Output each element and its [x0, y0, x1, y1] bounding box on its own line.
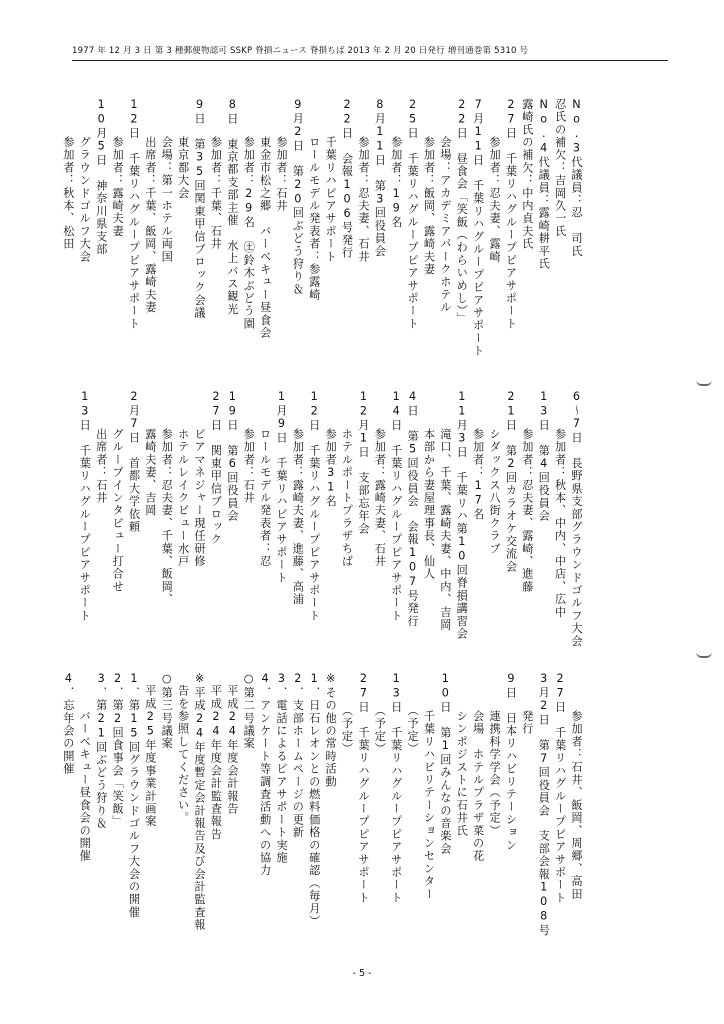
text-column: グループインタビュー打合せ: [111, 390, 125, 594]
text-column: 9月2日 第20回ぶどう狩り＆: [291, 98, 305, 296]
text-column: 3月2日 第7回役員会 支部会報108号: [537, 672, 551, 937]
header-rule: [72, 60, 668, 61]
text-column: 8月11日 第3回役員会: [373, 98, 387, 258]
text-column: 13日 第4回役員会: [537, 390, 551, 523]
text-column: 露崎夫妻、吉岡: [143, 390, 157, 517]
punch-hole-mark: [696, 380, 712, 386]
text-column: 平成25年度事業計画案: [143, 672, 157, 828]
text-column: 参加者：忍夫妻、千葉、飯岡、: [160, 390, 174, 606]
text-column: ○第三号議案: [160, 672, 174, 750]
text-column: 告を参照してください。: [176, 672, 190, 825]
text-column: No.3代議員：忍 司氏: [570, 98, 583, 258]
text-column: 忍氏の補欠：吉岡久一氏: [553, 98, 567, 238]
text-column: 会場 ホテルプラザ菜の花: [471, 672, 485, 863]
text-column: 11月3日 千葉リハ第10回脊損講習会: [455, 390, 469, 641]
text-column: 27日 千葉リハグループピアサポート: [504, 98, 518, 331]
activity-block-1: [59, 98, 584, 378]
text-column: 出席者：石井: [94, 390, 108, 505]
text-column: グラウンドゴルフ大会: [78, 98, 92, 264]
text-column: 参加者：忍夫妻、露崎、進藤: [520, 390, 534, 594]
text-column: 21日 第2回カラオケ交流会: [504, 390, 518, 574]
text-column: 19日 第6回役員会: [225, 390, 239, 523]
text-column: 参加者：千葉、石井: [209, 98, 223, 251]
page-header: 1977 年 12 月 3 日 第 3 種郵便物認可 SSKP 脊損ニュース 脊損ちば 2013 年 2 月 20 日発行 増刊通巻第 5310 号: [72, 46, 529, 56]
text-column: No.4代議員：露崎耕平氏: [537, 98, 551, 271]
text-column: 東金市松之郷 バーベキュー昼食会: [258, 98, 272, 340]
text-column: （予定）: [373, 672, 387, 756]
text-column: 2．第2回食事会「笑飯」: [111, 672, 125, 828]
text-column: 12月1日 支部忘年会: [356, 390, 370, 536]
text-column: 参加者：秋本、松田: [61, 98, 75, 251]
punch-hole-mark: [696, 652, 712, 658]
text-column: ※平成24年度暫定会計報告及び会計監査報: [193, 672, 207, 932]
text-column: 参加者：石井: [274, 98, 288, 213]
text-column: 本部から妻屋理事長、仙人: [422, 390, 436, 581]
text-column: 9日 第35回関東甲信ブロック会議: [193, 98, 207, 320]
page-number: - 5 -: [352, 968, 372, 979]
text-column: 22日 会報106号発行: [340, 98, 354, 260]
text-column: 27日 関東甲信ブロック: [209, 390, 223, 546]
text-column: 参加者：忍夫妻、石井: [356, 98, 370, 264]
text-column: 8日 東京都支部主催 水上バス観光: [225, 98, 239, 316]
text-column: 7月11日 千葉リハグループピアサポート: [471, 98, 485, 358]
text-column: 10月5日 神奈川県支部: [94, 98, 108, 256]
text-column: 4．忘年会の開催: [61, 672, 75, 776]
text-column: 参加者：飯岡、露崎夫妻: [422, 98, 436, 276]
text-column: 東京都大会: [176, 98, 190, 200]
text-column: ※その他の常時活動: [324, 672, 338, 789]
activity-block-3: [59, 672, 584, 942]
text-column: （予定）: [340, 672, 354, 756]
text-column: 連携科学学会（予定）: [488, 672, 502, 838]
text-column: 参加者：露崎夫妻: [111, 98, 125, 238]
text-column: 27日 千葉リハグループピアサポート: [553, 672, 567, 905]
text-column: 平成24年度会計報告: [225, 672, 239, 816]
text-column: （予定）: [406, 672, 420, 756]
text-column: 会場：第一ホテル両国: [160, 98, 174, 264]
text-column: 13日 千葉リハグループピアサポート: [389, 672, 403, 905]
text-column: ○第二号議案: [242, 672, 256, 750]
text-column: シンポジストに石井氏: [455, 672, 469, 838]
text-column: 露崎氏の補欠：中内貞夫氏: [520, 98, 534, 251]
text-column: 滝口、千葉、露崎夫妻、中内、吉岡: [438, 390, 452, 632]
text-column: 参加者：露崎夫妻、進藤、高浦: [291, 390, 305, 606]
text-column: バーベキュー昼食会の開催: [78, 672, 92, 863]
text-column: 参加者：露崎夫妻、石井: [373, 390, 387, 568]
text-column: 14日 千葉リハグループピアサポート: [389, 390, 403, 623]
text-column: 1．日石レオンとの燃料価格の確認（毎月）: [307, 672, 321, 928]
text-column: 参加者：石井: [242, 390, 256, 505]
text-column: 参加者：秋本、中内、中店、広中: [553, 390, 567, 619]
text-column: 4日 第5回役員会 会報107号発行: [406, 390, 420, 628]
text-column: 2．支部ホームページの更新: [291, 672, 305, 839]
text-column: 参加者：17名: [471, 390, 485, 521]
text-column: 3．第21回ぶどう狩り＆: [94, 672, 108, 830]
text-column: 千葉リハビリテーションセンター: [422, 672, 436, 901]
text-column: 発行: [520, 672, 534, 736]
text-column: 9日 日本リハビリテーション: [504, 672, 518, 852]
text-column: 1月9日 千葉リハピアサポート: [274, 390, 288, 585]
text-column: 10日 第1回みんなの音楽会: [438, 672, 452, 856]
text-column: 2月7日 首都大学依頼: [127, 390, 141, 534]
text-column: 1．第15回グラウンドゴルフ大会の開催: [127, 672, 141, 919]
text-column: 参加者：石井、飯岡、周郷、高田: [570, 672, 583, 901]
text-column: 4．アンケート等調査活動への協力: [258, 672, 272, 877]
text-column: 千葉リハピアサポート: [324, 98, 338, 264]
text-column: 参加者：19名: [389, 98, 403, 229]
activity-block-2: [75, 390, 583, 660]
text-column: 参加者：忍夫妻、露崎: [488, 98, 502, 264]
text-column: ロールモデル発表者：参露崎: [307, 98, 321, 302]
text-column: 参加者：29名 ㊏鈴木ぶどう園: [242, 98, 256, 331]
text-column: 25日 千葉リハグループピアサポート: [406, 98, 420, 331]
text-column: シダックス八街クラブ: [488, 390, 502, 556]
text-column: 22日 昼食会「笑飯（わらいめし）」: [455, 98, 469, 325]
text-column: ホテルレイクビュー水戸: [176, 390, 190, 568]
text-column: ホテルポートプラザちば: [340, 390, 354, 568]
text-column: 3．電話によるピアサポート実施: [274, 672, 288, 865]
text-column: 13日 千葉リハグループピアサポート: [78, 390, 92, 623]
text-column: 平成24年度会計監査報告: [209, 672, 223, 841]
text-column: 12日 千葉リハグループピアサポート: [127, 98, 141, 331]
text-column: 6〜7日 長野県支部グラウンドゴルフ大会: [570, 390, 583, 648]
text-column: 出席者：千葉、飯岡、露崎夫妻: [143, 98, 157, 314]
text-column: 参加者31名: [324, 390, 338, 508]
text-column: 12日 千葉リハグループピアサポート: [307, 390, 321, 623]
text-column: 27日 千葉リハグループピアサポート: [356, 672, 370, 905]
text-column: ピアマネジャー現任研修: [193, 390, 207, 568]
text-column: 会場：アカデミアパークホテル: [438, 98, 452, 314]
text-column: ロールモデル発表者：忍: [258, 390, 272, 568]
